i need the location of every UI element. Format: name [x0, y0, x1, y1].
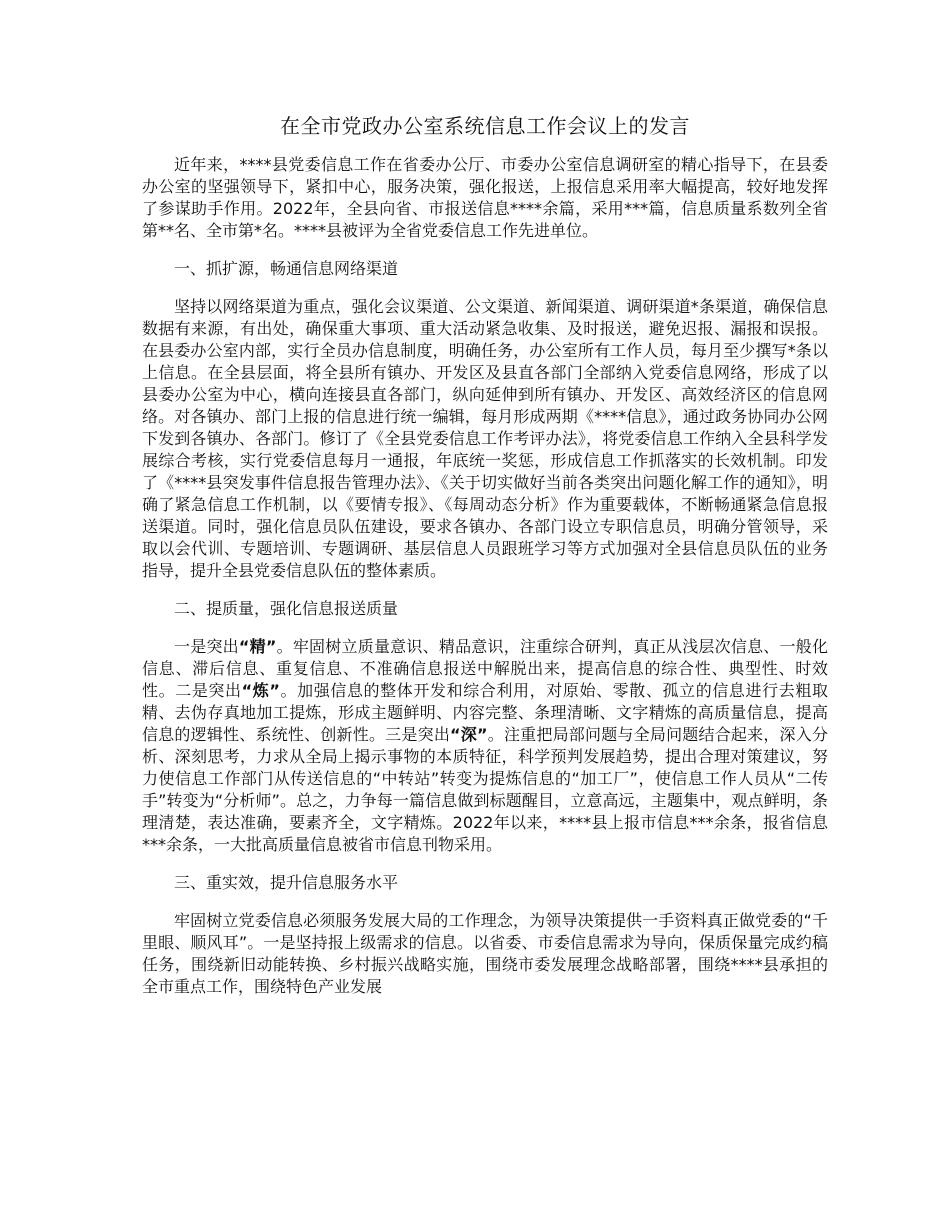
section-3-paragraph: 牢固树立党委信息必须服务发展大局的工作理念，为领导决策提供一手资料真正做党委的“千里眼、顺风耳”。一是坚持报上级需求的信息。以省委、市委信息需求为导向，保质保量完成约稿任务，围绕新旧动能转换、乡村振兴战略实施，围绕市委发展理念战略部署，围绕****县承担的全市重点工作，围绕特色产业发展 [142, 911, 828, 996]
section-2-part3-text: 。注重把局部问题与全局问题结合起来，深入分析、深刻思考，力求从全局上揭示事物的本质特征，科学预判发展趋势，提出合理对策建议，努力使信息工作部门从传送信息的“中转站”转变为提炼信息的“加工厂”，使信息工作人员从“二传手”转变为“分析师”。总之，力争每一篇信息做到标题醒目，立意高远，主题集中，观点鲜明，条理清楚，表达准确，要素齐全，文字精炼。2022年以来，****县上报市信息***余条，报省信息***余条，一大批高质量信息被省市信息刊物采用。 [142, 725, 828, 854]
intro-paragraph: 近年来，****县党委信息工作在省委办公厅、市委办公室信息调研室的精心指导下，在县委办公室的坚强领导下，紧扣中心，服务决策，强化报送，上报信息采用率大幅提高，较好地发挥了参谋助手作用。2022年，全县向省、市报送信息****余篇，采用***篇，信息质量系数列全省第**名、全市第*名。****县被评为全省党委信息工作先进单位。 [142, 155, 828, 240]
section-2-paragraph [142, 636, 828, 856]
section-2-emphasis-lian: “炼” [241, 681, 280, 700]
document-title: 在全市党政办公室系统信息工作会议上的发言 [280, 114, 690, 138]
document-page [142, 108, 828, 1014]
section-2-part1-prefix: 一是突出 [174, 637, 239, 656]
section-2-emphasis-jing: “精” [238, 637, 277, 656]
section-2-emphasis-shen: “深” [450, 725, 488, 744]
section-1-paragraph: 坚持以网络渠道为重点，强化会议渠道、公文渠道、新闻渠道、调研渠道*条渠道，确保信息数据有来源，有出处，确保重大事项、重大活动紧急收集、及时报送，避免迟报、漏报和误报。在县委办公室内部，实行全员办信息制度，明确任务，办公室所有工作人员，每月至少撰写*条以上信息。在全县层面，将全县所有镇办、开发区及县直各部门全部纳入党委信息网络，形成了以县委办公室为中心，横向连接县直各部门，纵向延伸到所有镇办、开发区、高效经济区的信息网络。对各镇办、部门上报的信息进行统一编辑，每月形成两期《****信息》，通过政务协同办公网下发到各镇办、各部门。修订了《全县党委信息工作考评办法》，将党委信息工作纳入全县科学发展综合考核，实行党委信息每月一通报，年底统一奖惩，形成信息工作抓落实的长效机制。印发了《****县突发事件信息报告管理办法》、《关于切实做好当前各类突出问题化解工作的通知》，明确了紧急信息工作机制，以《要情专报》、《每周动态分析》作为重要载体，不断畅通紧急信息报送渠道。同时，强化信息员队伍建设，要求各镇办、各部门设立专职信息员，明确分管领导，采取以会代训、专题培训、专题调研、基层信息人员跟班学习等方式加强对全县信息员队伍的业务指导，提升全县党委信息队伍的整体素质。 [142, 297, 828, 580]
section-3-heading: 三、重实效，提升信息服务水平 [174, 873, 399, 892]
section-2-heading: 二、提质量，强化信息报送质量 [174, 599, 399, 618]
section-2-part1-text: 。牢固树立质量意识、精品意识，注重综合研判，真正从浅层次信息、一般化信息、滞后信息、重复信息、不准确信息报送中解脱出来，提高信息的综合性、典型性、时效性。二是突出 [142, 637, 828, 700]
section-2-part2-text: 。加强信息的整体开发和综合利用，对原始、零散、孤立的信息进行去粗取精、去伪存真地加工提炼，形成主题鲜明、内容完整、条理清晰、文字精炼的高质量信息，提高信息的逻辑性、系统性、创新性。三是突出 [142, 681, 828, 744]
section-1-heading: 一、抓扩源，畅通信息网络渠道 [174, 259, 399, 278]
